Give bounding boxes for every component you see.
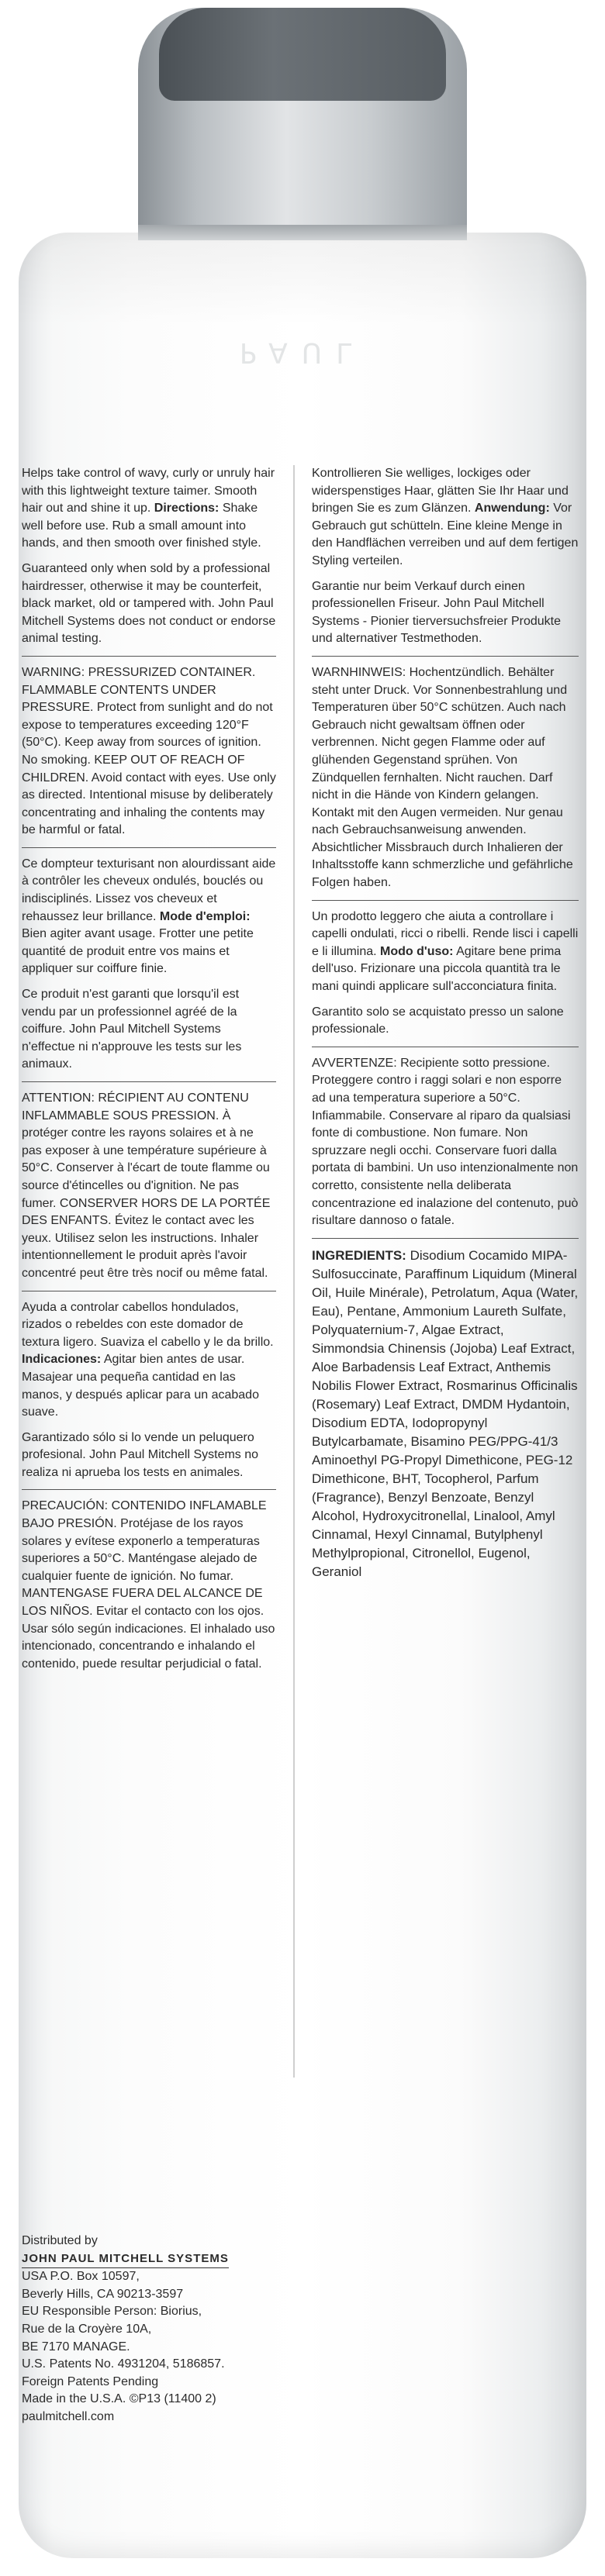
guarantee-de: Garantie nur beim Verkauf durch einen professionellen Friseur. John Paul Mitchell Systems - Pionier tierversuchsfreier Produkte und alternativer Testmethoden. (312, 579, 561, 646)
intro-fr: Ce dompteur texturisant non alourdissant aide à contrôler les cheveux ondulés, bouclés ou indisciplinés. Lissez vos cheveux et rehaussez leur brillance. Mode d'emploi: Bien agiter avant usage. Frotter une petite quantité de produit entre vos mains et appliquer sur coiffure finie. (22, 857, 276, 976)
intro-en: Helps take control of wavy, curly or unruly hair with this lightweight texture taimer. Smooth hair out and shine it up. Directions: Shake well before use. Rub a small amount into hands, and then smooth over finished style. (22, 467, 275, 550)
warning-de: WARNHINWEIS: Hochentzündlich. Behälter steht unter Druck. Vor Sonnenbestrahlung und Temperaturen über 50°C schützen. Auch nach Gebrauch nicht gewaltsam öffnen oder verbrennen. Nicht gegen Flamme oder auf glühenden Gegenstand sprühen. Von Zündquellen fernhalten. Nicht rauchen. Darf nicht in die Hände von Kindern gelangen. Kontakt mit den Augen vermeiden. Nur genau nach Gebrauchsanweisung anwenden. Absichtlicher Missbrauch durch Inhalieren der Inhaltsstoffe kann schmerzliche und gefährliche Folgen haben. (312, 665, 573, 890)
rule (312, 900, 579, 901)
address-line: USA P.O. Box 10597, (22, 2270, 140, 2284)
rule (22, 1489, 276, 1490)
address-line: Beverly Hills, CA 90213-3597 (22, 2287, 184, 2301)
warning-es: PRECAUCIÓN: CONTENIDO INFLAMABLE BAJO PRESIÓN. Protéjase de los rayos solares y evítese exponerlo a temperaturas superiores a 50°C. Manténgase alejado de cualquier fuente de ignición. No fumar. MANTENGASE FUERA DEL ALCANCE DE LOS NIÑOS. Evitar el contacto con los ojos. Usar sólo según indicaciones. El inhalado uso intencionado, concentrando e inhalando el contenido, puede resultar perjudicial o fatal. (22, 1499, 275, 1671)
address-line: Rue de la Croyère 10A, (22, 2322, 152, 2336)
warning-it: AVVERTENZE: Recipiente sotto pressione. Proteggere contro i raggi solari e non esporre ad una temperatura superiore a 50°C. Infiammabile. Conservare al riparo da qualsiasi fonte di combustione. Non fumare. Non spruzzare negli occhi. Conservare fuori dalla portata di bambini. Un uso intenzionalmente non corretto, consistente nella deliberata concentrazione ed inalazione del contenuto, può risultare dannoso o fatale. (312, 1056, 579, 1228)
ingredients: INGREDIENTS: Disodium Cocamido MIPA-Sulfosuccinate, Paraffinum Liquidum (Mineral Oil, Huile Minérale), Petrolatum, Aqua (Water, Eau), Pentane, Ammonium Laureth Sulfate, Polyquaternium-7, Algae Extract, Simmondsia Chinensis (Jojoba) Leaf Extract, Aloe Barbadensis Leaf Extract, Anthemis Nobilis Flower Extract, Rosmarinus Officinalis (Rosemary) Leaf Extract, DMDM Hydantoin, Disodium EDTA, Iodopropynyl Butylcarbamate, Bisamino PEG/PPG-41/3 Aminoethyl PG-Propyl Dimethicone, PEG-12 Dimethicone, BHT, Tocopherol, Parfum (Fragrance), Benzyl Benzoate, Benzyl Alcohol, Hydroxycitronellal, Linalool, Amyl Cinnamal, Hexyl Cinnamal, Butylphenyl Methylpropional, Citronellol, Eugenol, Geraniol (312, 1247, 579, 1579)
bottle-shoulder (19, 233, 586, 326)
rule (312, 1238, 579, 1239)
foreign-patents: Foreign Patents Pending (22, 2374, 159, 2388)
embossed-logo: PAUL (239, 336, 366, 368)
guarantee-es: Garantizado sólo si lo vende un peluquero profesional. John Paul Mitchell Systems no realiza ni aprueba los tests en animales. (22, 1430, 259, 1479)
address-line: BE 7170 MANAGE. (22, 2340, 130, 2354)
column-divider (293, 465, 295, 2078)
brand-name: JOHN PAUL MITCHELL SYSTEMS (22, 2250, 229, 2269)
made-in: Made in the U.S.A. ©P13 (11400 2) (22, 2392, 216, 2406)
guarantee-fr: Ce produit n'est garanti que lorsqu'il est vendu par un professionnel agréé de la coiffure. John Paul Mitchell Systems n'effectue ni n'approuve les tests sur les animaux. (22, 988, 242, 1071)
warning-en: WARNING: PRESSURIZED CONTAINER. FLAMMABLE CONTENTS UNDER PRESSURE. Protect from sunlight and do not expose to temperatures exceeding 120°F (50°C). Keep away from sources of ignition. No smoking. KEEP OUT OF REACH OF CHILDREN. Avoid contact with eyes. Use only as directed. Intentional misuse by deliberately concentrating and inhaling the contents may be harmful or fatal. (22, 665, 276, 837)
cap-top (159, 8, 446, 101)
label-right-column (312, 465, 579, 1589)
warning-fr: ATTENTION: RÉCIPIENT AU CONTENU INFLAMMABLE SOUS PRESSION. À protéger contre les rayons solaires et à ne pas exposer à une température supérieure à 50°C. Conserver à l'écart de toute flamme ou source d'étincelles ou d'ignition. Ne pas fumer. CONSERVER HORS DE LA PORTÉE DES ENFANTS. Évitez le contact avec les yeux. Utilisez selon les instructions. Inhaler intentionnellement le produit après l'avoir concentré peut être très nocif ou même fatal. (22, 1091, 271, 1280)
address-line: EU Responsible Person: Biorius, (22, 2305, 202, 2319)
distributor-block (22, 2233, 278, 2426)
cap-ridge (138, 225, 467, 240)
intro-es: Ayuda a controlar cabellos hondulados, rizados o rebeldes con este domador de textura ligero. Suaviza el cabello y le da brillo. Indicaciones: Agitar bien antes de usar. Masajear una pequeña cantidad en las manos, y después aplicar para un acabado suave. (22, 1300, 274, 1419)
website: paulmitchell.com (22, 2409, 115, 2423)
rule (312, 656, 579, 657)
rule (22, 847, 276, 848)
patents-line: U.S. Patents No. 4931204, 5186857. (22, 2357, 225, 2371)
rule (22, 656, 276, 657)
intro-de: Kontrollieren Sie welliges, lockiges oder widerspenstiges Haar, glätten Sie Ihr Haar und bringen Sie es zum Glänzen. Anwendung: Vor Gebrauch gut schütteln. Eine kleine Menge in den Handflächen verreiben und auf dem fertigen Styling verteilen. (312, 467, 579, 567)
guarantee-en: Guaranteed only when sold by a professional hairdresser, otherwise it may be counterfeit, black market, old or tampered with. John Paul Mitchell Systems does not conduct or endorse animal testing. (22, 561, 276, 646)
intro-it: Un prodotto leggero che aiuta a controllare i capelli ondulati, ricci o ribelli. Rende lisci i capelli e li illumina. Modo d'uso: Agitare bene prima dell'uso. Frizionare una piccola quantità tra le mani quindi applicare sull'acconciatura finita. (312, 909, 579, 994)
guarantee-it: Garantito solo se acquistato presso un salone professionale. (312, 1005, 564, 1036)
rule (22, 1081, 276, 1082)
distributed-by: Distributed by (22, 2234, 98, 2247)
label-left-column (22, 465, 276, 1681)
